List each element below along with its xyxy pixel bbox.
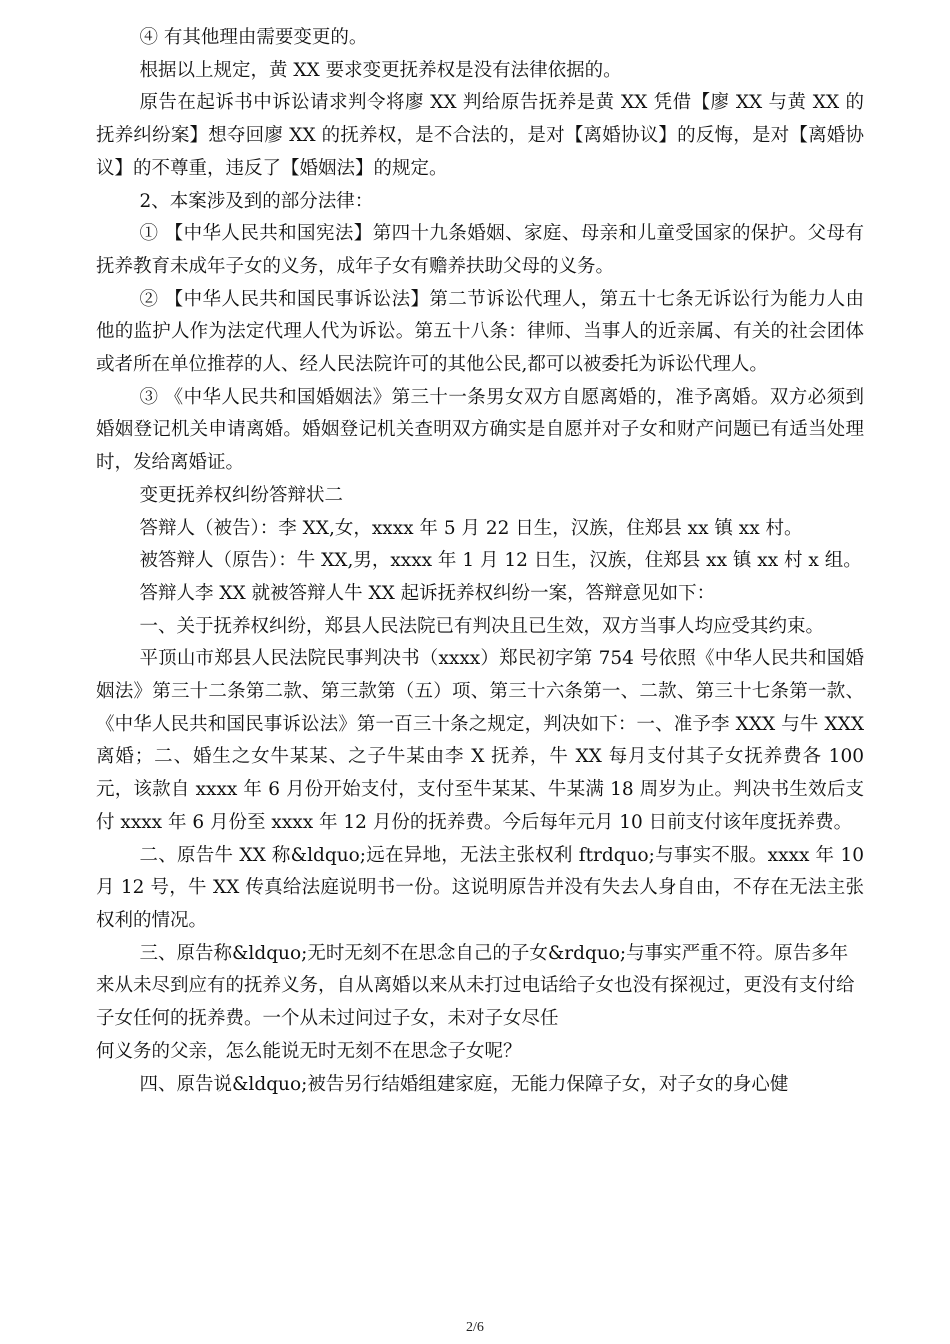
section-title: 变更抚养权纠纷答辩状二 <box>139 484 343 506</box>
paragraph-6: ② 【中华人民共和国民事诉讼法】第二节诉讼代理人，第五十七条无诉讼行为能力人由他的监护人作为法定代理人代为诉讼。第五十八条：律师、当事人的近亲属、有关的社会团体或者所在单位推荐的人、经人民法院许可的其他公民,都可以被委托为诉讼代理人。 <box>96 288 864 376</box>
page-number: 2/6 <box>466 1320 484 1335</box>
paragraph-7: ③ 《中华人民共和国婚姻法》第三十一条男女双方自愿离婚的，准予离婚。双方必须到婚姻登记机关申请离婚。婚姻登记机关查明双方确实是自愿并对子女和财产问题已有适当处理时，发给离婚证。 <box>96 386 864 474</box>
paragraph-15: 四、原告说&ldquo;被告另行结婚组建家庭，无能力保障子女，对子女的身心健 <box>139 1073 789 1095</box>
paragraph-14 <box>96 938 864 1069</box>
paragraph-plaintiff: 被答辩人（原告）：牛 XX,男，xxxx 年 1 月 12 日生，汉族，住郑县 xx 镇 xx 村 x 组。 <box>139 550 862 572</box>
paragraph-14-line-1: 三、原告称&ldquo;无时无刻不在思念自己的子女&rdquo;与事实严重不符。原告多年来从未尽到应有的抚养义务，自从离婚以来从未打过电话给子女也没有探视过，更没有支付给子女任何的抚养费。一个从未过问过子女，未对子女尽任 <box>96 942 855 1030</box>
paragraph-14-line-2: 何义务的父亲，怎么能说无时无刻不在思念子女呢？ <box>96 1040 522 1062</box>
paragraph-respondent: 答辩人（被告）：李 XX,女，xxxx 年 5 月 22 日生，汉族，住郑县 xx 镇 xx 村。 <box>139 517 803 539</box>
paragraph-4: 2、本案涉及到的部分法律： <box>139 190 374 212</box>
paragraph-10: 答辩人李 XX 就被答辩人牛 XX 起诉抚养权纠纷一案，答辩意见如下： <box>139 582 716 604</box>
paragraph-5: ① 【中华人民共和国宪法】第四十九条婚姻、家庭、母亲和儿童受国家的保护。父母有抚养教育未成年子女的义务，成年子女有赡养扶助父母的义务。 <box>96 223 864 277</box>
paragraph-13: 二、原告牛 XX 称&ldquo;远在异地，无法主张权利 ftrdquo;与事实不服。xxxx 年 10 月 12 号，牛 XX 传真给法庭说明书一份。这说明原告并没有失去人身自由，不存在无法主张权利的情况。 <box>96 844 864 931</box>
document-body <box>96 22 864 1101</box>
paragraph-12: 平顶山市郑县人民法院民事判决书（xxxx）郑民初字第 754 号依照《中华人民共和国婚姻法》第三十二条第二款、第三款第（五）项、第三十六条第一、二款、第三十七条第一款、《中华人民共和国民事诉讼法》第一百三十条之规定，判决如下：一、准予李 XXX 与牛 XXX 离婚；二、婚生之女牛某某、之子牛某由李 X 抚养，牛 XX 每月支付其子女抚养费各 100 元，该款自 xxxx 年 6 月份开始支付，支付至牛某某、牛某满 18 周岁为止。判决书生效后支付 xxxx 年 6 月份至 xxxx 年 12 月份的抚养费。今后每年元月 10 日前支付该年度抚养费。 <box>96 648 864 833</box>
paragraph-1: ④ 有其他理由需要变更的。 <box>139 27 368 48</box>
paragraph-11: 一、关于抚养权纠纷，郑县人民法院已有判决且已生效，双方当事人均应受其约束。 <box>139 615 824 637</box>
paragraph-2: 根据以上规定，黄 XX 要求变更抚养权是没有法律依据的。 <box>139 59 622 81</box>
paragraph-3: 原告在起诉书中诉讼请求判令将廖 XX 判给原告抚养是黄 XX 凭借【廖 XX 与黄 XX 的抚养纠纷案】想夺回廖 XX 的抚养权，是不合法的，是对【离婚协议】的反悔，是对【离婚协议】的不尊重，违反了【婚姻法】的规定。 <box>96 92 864 179</box>
